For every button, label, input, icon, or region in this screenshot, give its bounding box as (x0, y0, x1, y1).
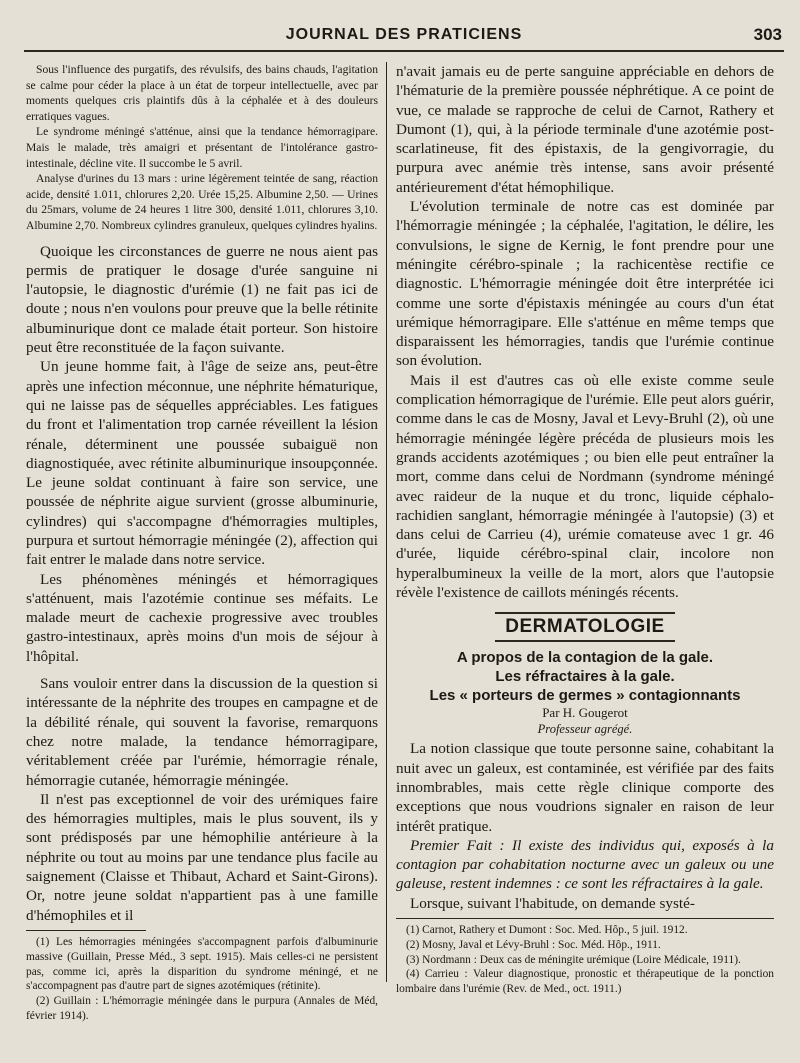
right-column (396, 62, 774, 997)
paragraph: La notion classique que toute personne saine, cohabitant la nuit avec un galeux, est contaminée, est vérifiée par des faits innombrables, mais cette règle clinique comporte des exceptions que nous voudrions signaler en raison de leur intérêt pratique. (396, 740, 774, 835)
article-title-line: A propos de la contagion de la gale. (456, 649, 714, 667)
case-notes (26, 62, 378, 234)
paragraph: Quoique les circonstances de guerre ne nous aient pas permis de pratiquer le dosage d'urée sanguine ni l'autopsie, le diagnostic d'urémie (1) ne fait pas ici de doute ; nous n'en voulons pour preuve que la belle rétinite albuminurique dont ce malade était porteur. Son histoire peut être reconstituée de la façon suivante. (26, 242, 378, 357)
page-number: 303 (753, 25, 782, 44)
paragraph: n'avait jamais eu de perte sanguine appréciable en dehors de l'hématurie de la première poussée néphrétique. A ce point de vue, ce malade se rapproche de celui de Carnot, Rathery et Dumont (1), qui, à la période terminale d'une azotémie post-scarlatineuse, fit des épistaxis, de la gengivorragie, du purpura avec anémie très intense, sans avoir présenté antérieurement d'état hémophilique. (396, 63, 774, 196)
article-title-line: Les réfractaires à la gale. (495, 668, 675, 686)
footnote: (1) Les hémorragies méningées s'accompagnent parfois d'albuminurie massive (Guillain, Presse Méd., 3 sept. 1915). Mais celles-ci ne persistent pas, comme ici, après la disparition du syndrome méningé, et ne s'accompagnent pas d'autre part de signes azotémiques (rétinite). (26, 935, 378, 993)
paragraph: Il n'est pas exceptionnel de voir des urémiques faire des hémorragies multiples, mais le plus souvent, ils y sont prédisposés par une hémophilie antérieure à la néphrite ou tout au moins par une tendance plus facile au saignement (Claisse et Thibaut, Achard et Saint-Girons). Or, notre jeune soldat n'appartient pas à une famille d'hémophiles et il (26, 790, 378, 924)
footnote: (4) Carrieu : Valeur diagnostique, pronostic et thérapeutique de la ponction lombaire dans l'urémie (Rev. de Med., oct. 1911.) (396, 968, 774, 996)
paragraph: Premier Fait : Il existe des individus qui, exposés à la contagion par cohabitation nocturne avec un galeux ou une galeuse, restent indemnes : ce sont les réfractaires à la gale. (396, 836, 774, 893)
footnote-rule (26, 930, 146, 931)
journal-title: JOURNAL DES PRATICIENS (285, 26, 523, 43)
case-note: Analyse d'urines du 13 mars : urine légèrement teintée de sang, réaction acide, densité 1.011, chlorures 2,20. Urée 15,25. Albumine 2,50. — Urines du 25mars, volume de 24 heures 1 litre 300, densité 1.011, chlorures 3,10. Albumine 2,70. Nombreux cylindres granuleux, quelques cylindres hyalins. (26, 172, 378, 232)
footnote: (2) Mosny, Javal et Lévy-Bruhl : Soc. Méd. Hôp., 1911. (406, 938, 661, 951)
left-column (26, 62, 378, 1024)
footnote-rule (396, 918, 774, 919)
footnote: (2) Guillain : L'hémorragie méningée dans le purpura (Annales de Méd, février 1914). (26, 995, 378, 1022)
footnote: (3) Nordmann : Deux cas de méningite urémique (Loire Médicale, 1911). (406, 953, 741, 966)
spacer (26, 666, 378, 674)
paragraph: Sans vouloir entrer dans la discussion de la question si intéressante de la néphrite des troupes en campagne et de la débilité rénale, qui souvent la favorise, remarquons chez notre malade, la tendance hémorragipare, véritablement créée par l'urémie, hémorragie rénale, hémorragie cutanée, hémorragie méningée. (26, 675, 378, 789)
page-header (24, 22, 784, 52)
spacer (26, 234, 378, 242)
article-title-line: Les « porteurs de germes » contagionnants (429, 687, 741, 705)
section-title: DERMATOLOGIE (495, 612, 674, 642)
column-divider (386, 62, 387, 982)
footnote: (1) Carnot, Rathery et Dumont : Soc. Med. Hôp., 5 juil. 1912. (406, 923, 688, 936)
paragraph: Les phénomènes méningés et hémorragiques s'atténuent, mais l'azotémie continue ses méfaits. Le malade meurt de cachexie progressive avec troubles gastro-intestinaux, après moins d'un mois de séjour à l'hôpital. (26, 570, 378, 665)
case-note: Sous l'influence des purgatifs, des révulsifs, des bains chauds, l'agitation se calme pour céder la place à un état de torpeur intellectuelle, avec par moments quelques cris plaintifs dûs à la céphalée et à des douleurs erratiques vagues. (26, 63, 378, 123)
author-role: Professeur agrégé. (537, 722, 633, 737)
paragraph: Mais il est d'autres cas où elle existe comme seule complication hémorragique de l'urémie. Elle peut alors guérir, comme dans le cas de Mosny, Javal et Levy-Bruhl (2), où une hémorragie méningée légère précéda de plusieurs mois les grands accidents azotémiques ; ou bien elle peut entraîner la mort, comme dans celui de Nordmann (syndrome méningé avec raideur de la nuque et du tronc, liquide céphalo-rachidien sanglant, hémorragie méningée à l'autopsie) (3) et dans celui de Carrieu (4), urémie comateuse avec 1 gr. 46 d'urée, liquide cérébro-spinal clair, incolore non hyperalbumineux la veille de la mort, alors que l'autopsie révèle l'existence de caillots méningés récents. (396, 371, 774, 602)
paragraph: L'évolution terminale de notre cas est dominée par l'hémorragie méningée ; la céphalée, l'agitation, le délire, les convulsions, le signe de Kernig, le font prendre pour une méningite cérébro-spinale ; la rachicentèse rectifie ce diagnostic. L'hémorragie méningée doit être interprétée ici comme une sorte d'épistaxis méningée au cours d'un état urémique hémorragipare. Elle s'atténue en même temps que disparaissent les hémorragies, tandis que l'urémie continue son évolution. (396, 198, 774, 370)
section-heading (396, 612, 774, 642)
article-author: Par H. Gougerot (542, 705, 628, 721)
paragraph: Lorsque, suivant l'habitude, on demande systé- (410, 894, 695, 912)
paragraph: Un jeune homme fait, à l'âge de seize ans, peut-être après une infection méconnue, une néphrite hématurique, qui ne laisse pas de séquelles appréciables. Les fatigues du front et l'alimentation trop carnée réveillent la lésion rénale, déterminent une poussée subaiguë non diagnostiquée, avec rétinite albuminurique insoupçonnée. Le jeune soldat continuant à faire son service, une poussée de néphrite aigue survient (grosse albuminurie, cylindres) qui s'accompagne d'hémorragies multiples, purpura et surtout hémorragie méningée (2), affection qui fait entrer le malade dans notre service. (26, 358, 378, 569)
case-note: Le syndrome méningé s'atténue, ainsi que la tendance hémorragipare. Mais le malade, très amaigri et présentant de l'intolérance gastro-intestinale, décline vite. Il succombe le 5 avril. (26, 125, 378, 170)
